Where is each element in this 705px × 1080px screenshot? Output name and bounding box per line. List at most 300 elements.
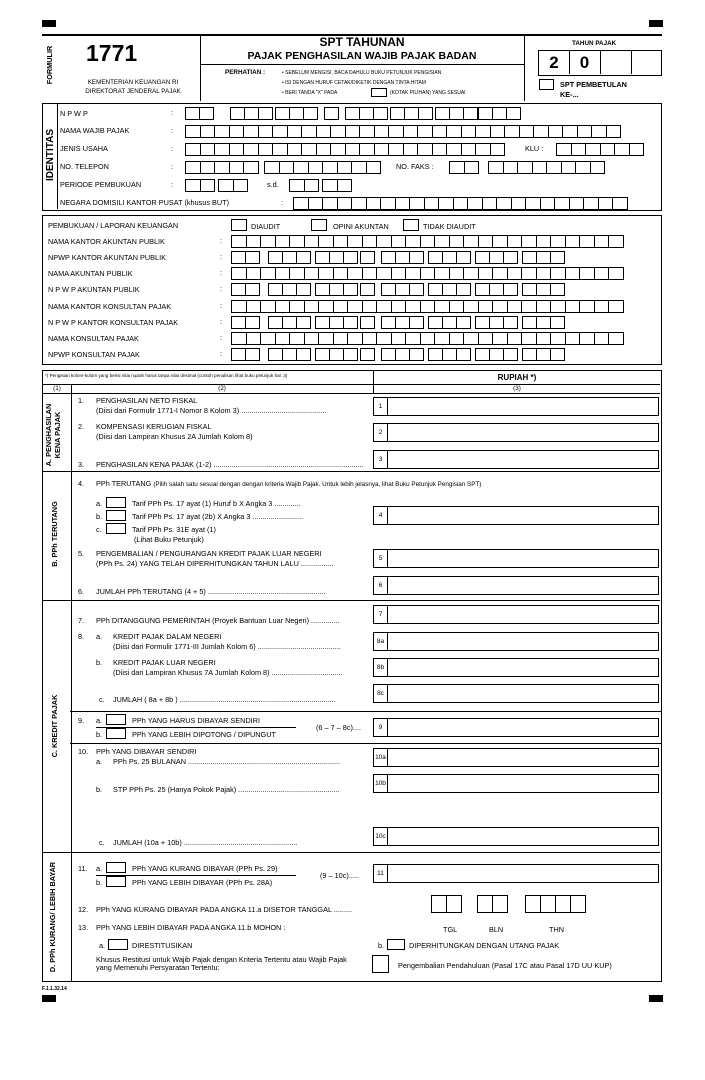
nama-wp-cell[interactable] xyxy=(519,125,535,138)
nama-wp-cell[interactable] xyxy=(374,125,390,138)
name-cell[interactable] xyxy=(231,332,247,345)
npwp-cell[interactable] xyxy=(199,107,214,120)
npwp-cell[interactable] xyxy=(329,348,344,361)
name-cell[interactable] xyxy=(492,235,508,248)
amount-field-10c[interactable] xyxy=(388,827,659,846)
npwp-cell[interactable] xyxy=(456,316,471,329)
npwp-cell[interactable] xyxy=(282,283,297,296)
npwp-cell[interactable] xyxy=(503,251,518,264)
npwp-cell[interactable] xyxy=(268,283,283,296)
npwp-cell[interactable] xyxy=(428,348,443,361)
telepon-number-cell[interactable] xyxy=(279,161,295,174)
nama-wp-cell[interactable] xyxy=(330,125,346,138)
name-cell[interactable] xyxy=(318,332,334,345)
name-cell[interactable] xyxy=(304,300,320,313)
klu-cell[interactable] xyxy=(585,143,601,156)
npwp-cell[interactable] xyxy=(230,107,245,120)
name-cell[interactable] xyxy=(376,332,392,345)
telepon-number-cell[interactable] xyxy=(366,161,382,174)
item-9b-checkbox[interactable] xyxy=(106,728,126,739)
tarif-b-checkbox[interactable] xyxy=(106,510,126,521)
amount-field-5[interactable] xyxy=(388,549,659,568)
telepon-area-cell[interactable] xyxy=(243,161,259,174)
name-cell[interactable] xyxy=(536,235,552,248)
periode-end-cell[interactable] xyxy=(289,179,305,192)
name-cell[interactable] xyxy=(449,332,465,345)
negara-cell[interactable] xyxy=(293,197,309,210)
klu-cell[interactable] xyxy=(571,143,587,156)
npwp-cell[interactable] xyxy=(550,348,565,361)
name-cell[interactable] xyxy=(391,300,407,313)
npwp-cell[interactable] xyxy=(315,348,330,361)
jenis-usaha-cell[interactable] xyxy=(185,143,201,156)
jenis-usaha-cell[interactable] xyxy=(243,143,259,156)
name-cell[interactable] xyxy=(550,267,566,280)
name-cell[interactable] xyxy=(565,332,581,345)
tgl-cell[interactable] xyxy=(431,895,447,913)
name-cell[interactable] xyxy=(289,332,305,345)
name-cell[interactable] xyxy=(434,332,450,345)
jenis-usaha-cell[interactable] xyxy=(258,143,274,156)
npwp-cell[interactable] xyxy=(329,251,344,264)
thn-cell[interactable] xyxy=(555,895,571,913)
negara-cell[interactable] xyxy=(395,197,411,210)
nama-wp-cell[interactable] xyxy=(200,125,216,138)
faks-number-cell[interactable] xyxy=(532,161,548,174)
nama-wp-cell[interactable] xyxy=(475,125,491,138)
name-cell[interactable] xyxy=(231,267,247,280)
telepon-number-cell[interactable] xyxy=(308,161,324,174)
npwp-cell[interactable] xyxy=(268,251,283,264)
negara-cell[interactable] xyxy=(322,197,338,210)
name-cell[interactable] xyxy=(536,267,552,280)
npwp-cell[interactable] xyxy=(373,107,388,120)
nama-wp-cell[interactable] xyxy=(214,125,230,138)
npwp-cell[interactable] xyxy=(343,316,358,329)
negara-cell[interactable] xyxy=(482,197,498,210)
name-cell[interactable] xyxy=(275,332,291,345)
npwp-cell[interactable] xyxy=(536,283,551,296)
item-9a-checkbox[interactable] xyxy=(106,714,126,725)
npwp-cell[interactable] xyxy=(503,283,518,296)
npwp-cell[interactable] xyxy=(395,283,410,296)
npwp-cell[interactable] xyxy=(449,107,464,120)
name-cell[interactable] xyxy=(550,235,566,248)
name-cell[interactable] xyxy=(594,332,610,345)
nama-wp-cell[interactable] xyxy=(504,125,520,138)
nama-wp-cell[interactable] xyxy=(591,125,607,138)
telepon-number-cell[interactable] xyxy=(264,161,280,174)
name-cell[interactable] xyxy=(391,332,407,345)
npwp-cell[interactable] xyxy=(231,251,246,264)
faks-number-cell[interactable] xyxy=(503,161,519,174)
npwp-cell[interactable] xyxy=(275,107,290,120)
name-cell[interactable] xyxy=(347,332,363,345)
nama-wp-cell[interactable] xyxy=(461,125,477,138)
npwp-cell[interactable] xyxy=(442,251,457,264)
faks-number-cell[interactable] xyxy=(546,161,562,174)
jenis-usaha-cell[interactable] xyxy=(446,143,462,156)
negara-cell[interactable] xyxy=(337,197,353,210)
name-cell[interactable] xyxy=(333,300,349,313)
npwp-cell[interactable] xyxy=(522,348,537,361)
npwp-cell[interactable] xyxy=(381,251,396,264)
npwp-cell[interactable] xyxy=(456,251,471,264)
nama-wp-cell[interactable] xyxy=(490,125,506,138)
name-cell[interactable] xyxy=(260,267,276,280)
npwp-cell[interactable] xyxy=(296,251,311,264)
name-cell[interactable] xyxy=(594,235,610,248)
npwp-cell[interactable] xyxy=(343,283,358,296)
npwp-cell[interactable] xyxy=(381,283,396,296)
npwp-cell[interactable] xyxy=(395,251,410,264)
amount-field-8a[interactable] xyxy=(388,632,659,651)
npwp-cell[interactable] xyxy=(315,251,330,264)
name-cell[interactable] xyxy=(608,267,624,280)
name-cell[interactable] xyxy=(333,267,349,280)
npwp-cell[interactable] xyxy=(550,283,565,296)
npwp-cell[interactable] xyxy=(185,107,200,120)
npwp-cell[interactable] xyxy=(315,283,330,296)
npwp-cell[interactable] xyxy=(442,316,457,329)
jenis-usaha-cell[interactable] xyxy=(345,143,361,156)
periode-start-cell[interactable] xyxy=(218,179,234,192)
name-cell[interactable] xyxy=(608,235,624,248)
faks-number-cell[interactable] xyxy=(590,161,606,174)
nama-wp-cell[interactable] xyxy=(562,125,578,138)
npwp-cell[interactable] xyxy=(343,251,358,264)
negara-cell[interactable] xyxy=(598,197,614,210)
negara-cell[interactable] xyxy=(380,197,396,210)
tidak-diaudit-checkbox[interactable] xyxy=(403,219,419,231)
name-cell[interactable] xyxy=(289,267,305,280)
nama-wp-cell[interactable] xyxy=(301,125,317,138)
klu-cell[interactable] xyxy=(556,143,572,156)
name-cell[interactable] xyxy=(507,267,523,280)
npwp-cell[interactable] xyxy=(409,251,424,264)
name-cell[interactable] xyxy=(231,235,247,248)
npwp-cell[interactable] xyxy=(475,316,490,329)
amount-field-11[interactable] xyxy=(388,864,659,883)
npwp-cell[interactable] xyxy=(395,348,410,361)
name-cell[interactable] xyxy=(275,300,291,313)
npwp-cell[interactable] xyxy=(282,316,297,329)
npwp-cell[interactable] xyxy=(329,316,344,329)
negara-cell[interactable] xyxy=(583,197,599,210)
npwp-cell[interactable] xyxy=(522,283,537,296)
npwp-cell[interactable] xyxy=(442,283,457,296)
telepon-area-cell[interactable] xyxy=(200,161,216,174)
name-cell[interactable] xyxy=(260,332,276,345)
telepon-area-cell[interactable] xyxy=(229,161,245,174)
thn-cell[interactable] xyxy=(570,895,586,913)
npwp-cell[interactable] xyxy=(503,316,518,329)
name-cell[interactable] xyxy=(579,235,595,248)
jenis-usaha-cell[interactable] xyxy=(461,143,477,156)
name-cell[interactable] xyxy=(333,332,349,345)
name-cell[interactable] xyxy=(579,332,595,345)
negara-cell[interactable] xyxy=(612,197,628,210)
npwp-cell[interactable] xyxy=(428,283,443,296)
name-cell[interactable] xyxy=(347,235,363,248)
name-cell[interactable] xyxy=(579,300,595,313)
jenis-usaha-cell[interactable] xyxy=(272,143,288,156)
name-cell[interactable] xyxy=(405,235,421,248)
npwp-cell[interactable] xyxy=(381,316,396,329)
npwp-cell[interactable] xyxy=(324,107,339,120)
name-cell[interactable] xyxy=(478,300,494,313)
negara-cell[interactable] xyxy=(525,197,541,210)
npwp-cell[interactable] xyxy=(550,316,565,329)
npwp-cell[interactable] xyxy=(245,283,260,296)
thn-cell[interactable] xyxy=(540,895,556,913)
faks-number-cell[interactable] xyxy=(517,161,533,174)
negara-cell[interactable] xyxy=(308,197,324,210)
npwp-cell[interactable] xyxy=(390,107,405,120)
amount-field-8b[interactable] xyxy=(388,658,659,677)
npwp-cell[interactable] xyxy=(245,348,260,361)
jenis-usaha-cell[interactable] xyxy=(359,143,375,156)
name-cell[interactable] xyxy=(376,267,392,280)
name-cell[interactable] xyxy=(521,235,537,248)
name-cell[interactable] xyxy=(536,332,552,345)
nama-wp-cell[interactable] xyxy=(417,125,433,138)
npwp-cell[interactable] xyxy=(296,316,311,329)
npwp-cell[interactable] xyxy=(329,283,344,296)
npwp-cell[interactable] xyxy=(258,107,273,120)
npwp-cell[interactable] xyxy=(409,348,424,361)
npwp-cell[interactable] xyxy=(435,107,450,120)
amount-field-10a[interactable] xyxy=(388,748,659,767)
name-cell[interactable] xyxy=(478,235,494,248)
npwp-cell[interactable] xyxy=(404,107,419,120)
npwp-cell[interactable] xyxy=(489,348,504,361)
npwp-cell[interactable] xyxy=(245,251,260,264)
faks-number-cell[interactable] xyxy=(488,161,504,174)
name-cell[interactable] xyxy=(434,235,450,248)
negara-cell[interactable] xyxy=(554,197,570,210)
npwp-cell[interactable] xyxy=(428,316,443,329)
periode-end-cell[interactable] xyxy=(337,179,353,192)
name-cell[interactable] xyxy=(420,332,436,345)
name-cell[interactable] xyxy=(434,267,450,280)
npwp-cell[interactable] xyxy=(231,348,246,361)
name-cell[interactable] xyxy=(478,332,494,345)
name-cell[interactable] xyxy=(304,332,320,345)
npwp-cell[interactable] xyxy=(360,283,375,296)
npwp-cell[interactable] xyxy=(360,316,375,329)
npwp-cell[interactable] xyxy=(282,251,297,264)
negara-cell[interactable] xyxy=(540,197,556,210)
tgl-cell[interactable] xyxy=(446,895,462,913)
npwp-cell[interactable] xyxy=(506,107,521,120)
npwp-cell[interactable] xyxy=(315,316,330,329)
npwp-cell[interactable] xyxy=(395,316,410,329)
negara-cell[interactable] xyxy=(453,197,469,210)
nama-wp-cell[interactable] xyxy=(403,125,419,138)
npwp-cell[interactable] xyxy=(282,348,297,361)
npwp-cell[interactable] xyxy=(244,107,259,120)
name-cell[interactable] xyxy=(507,300,523,313)
name-cell[interactable] xyxy=(463,267,479,280)
jenis-usaha-cell[interactable] xyxy=(388,143,404,156)
name-cell[interactable] xyxy=(362,267,378,280)
amount-field-7[interactable] xyxy=(388,605,659,624)
npwp-cell[interactable] xyxy=(503,348,518,361)
nama-wp-cell[interactable] xyxy=(345,125,361,138)
name-cell[interactable] xyxy=(521,332,537,345)
name-cell[interactable] xyxy=(434,300,450,313)
jenis-usaha-cell[interactable] xyxy=(490,143,506,156)
npwp-cell[interactable] xyxy=(268,348,283,361)
negara-cell[interactable] xyxy=(569,197,585,210)
jenis-usaha-cell[interactable] xyxy=(287,143,303,156)
jenis-usaha-cell[interactable] xyxy=(475,143,491,156)
diperhitungkan-checkbox[interactable] xyxy=(387,939,405,950)
npwp-cell[interactable] xyxy=(296,283,311,296)
name-cell[interactable] xyxy=(579,267,595,280)
telepon-number-cell[interactable] xyxy=(337,161,353,174)
nama-wp-cell[interactable] xyxy=(287,125,303,138)
name-cell[interactable] xyxy=(463,332,479,345)
telepon-number-cell[interactable] xyxy=(351,161,367,174)
negara-cell[interactable] xyxy=(351,197,367,210)
periode-start-cell[interactable] xyxy=(233,179,249,192)
name-cell[interactable] xyxy=(449,267,465,280)
name-cell[interactable] xyxy=(289,300,305,313)
npwp-cell[interactable] xyxy=(475,251,490,264)
jenis-usaha-cell[interactable] xyxy=(417,143,433,156)
klu-cell[interactable] xyxy=(629,143,645,156)
npwp-cell[interactable] xyxy=(456,348,471,361)
name-cell[interactable] xyxy=(507,235,523,248)
name-cell[interactable] xyxy=(246,267,262,280)
negara-cell[interactable] xyxy=(409,197,425,210)
npwp-cell[interactable] xyxy=(475,348,490,361)
nama-wp-cell[interactable] xyxy=(359,125,375,138)
name-cell[interactable] xyxy=(565,235,581,248)
negara-cell[interactable] xyxy=(467,197,483,210)
klu-cell[interactable] xyxy=(614,143,630,156)
nama-wp-cell[interactable] xyxy=(577,125,593,138)
name-cell[interactable] xyxy=(420,235,436,248)
amount-field-1[interactable] xyxy=(388,397,659,416)
faks-number-cell[interactable] xyxy=(575,161,591,174)
npwp-cell[interactable] xyxy=(492,107,507,120)
bln-cell[interactable] xyxy=(492,895,508,913)
npwp-cell[interactable] xyxy=(550,251,565,264)
name-cell[interactable] xyxy=(231,300,247,313)
item-11a-checkbox[interactable] xyxy=(106,862,126,873)
name-cell[interactable] xyxy=(260,300,276,313)
name-cell[interactable] xyxy=(376,235,392,248)
name-cell[interactable] xyxy=(405,267,421,280)
npwp-cell[interactable] xyxy=(231,283,246,296)
telepon-area-cell[interactable] xyxy=(185,161,201,174)
npwp-cell[interactable] xyxy=(475,283,490,296)
name-cell[interactable] xyxy=(275,267,291,280)
amount-field-4[interactable] xyxy=(388,506,659,525)
npwp-cell[interactable] xyxy=(303,107,318,120)
name-cell[interactable] xyxy=(318,267,334,280)
name-cell[interactable] xyxy=(347,300,363,313)
jenis-usaha-cell[interactable] xyxy=(200,143,216,156)
name-cell[interactable] xyxy=(565,267,581,280)
npwp-cell[interactable] xyxy=(296,348,311,361)
negara-cell[interactable] xyxy=(424,197,440,210)
name-cell[interactable] xyxy=(608,300,624,313)
npwp-cell[interactable] xyxy=(489,316,504,329)
pengembalian-checkbox[interactable] xyxy=(372,955,389,973)
periode-start-cell[interactable] xyxy=(200,179,216,192)
amount-field-2[interactable] xyxy=(388,423,659,442)
name-cell[interactable] xyxy=(608,332,624,345)
periode-end-cell[interactable] xyxy=(304,179,320,192)
name-cell[interactable] xyxy=(492,332,508,345)
name-cell[interactable] xyxy=(260,235,276,248)
name-cell[interactable] xyxy=(246,300,262,313)
npwp-cell[interactable] xyxy=(345,107,360,120)
klu-cell[interactable] xyxy=(600,143,616,156)
name-cell[interactable] xyxy=(405,300,421,313)
nama-wp-cell[interactable] xyxy=(432,125,448,138)
npwp-cell[interactable] xyxy=(428,251,443,264)
npwp-cell[interactable] xyxy=(359,107,374,120)
npwp-cell[interactable] xyxy=(343,348,358,361)
npwp-cell[interactable] xyxy=(360,348,375,361)
name-cell[interactable] xyxy=(420,267,436,280)
amount-field-8c[interactable] xyxy=(388,684,659,703)
name-cell[interactable] xyxy=(362,235,378,248)
name-cell[interactable] xyxy=(362,300,378,313)
jenis-usaha-cell[interactable] xyxy=(301,143,317,156)
telepon-number-cell[interactable] xyxy=(293,161,309,174)
name-cell[interactable] xyxy=(492,267,508,280)
npwp-cell[interactable] xyxy=(536,316,551,329)
name-cell[interactable] xyxy=(550,332,566,345)
nama-wp-cell[interactable] xyxy=(272,125,288,138)
periode-start-cell[interactable] xyxy=(185,179,201,192)
name-cell[interactable] xyxy=(565,300,581,313)
npwp-cell[interactable] xyxy=(268,316,283,329)
name-cell[interactable] xyxy=(449,300,465,313)
npwp-cell[interactable] xyxy=(245,316,260,329)
name-cell[interactable] xyxy=(594,267,610,280)
npwp-cell[interactable] xyxy=(289,107,304,120)
periode-end-cell[interactable] xyxy=(322,179,338,192)
thn-cell[interactable] xyxy=(525,895,541,913)
npwp-cell[interactable] xyxy=(442,348,457,361)
name-cell[interactable] xyxy=(246,332,262,345)
name-cell[interactable] xyxy=(463,235,479,248)
negara-cell[interactable] xyxy=(496,197,512,210)
item-11b-checkbox[interactable] xyxy=(106,876,126,887)
npwp-cell[interactable] xyxy=(489,251,504,264)
name-cell[interactable] xyxy=(405,332,421,345)
bln-cell[interactable] xyxy=(477,895,493,913)
amount-field-3[interactable] xyxy=(388,450,659,469)
name-cell[interactable] xyxy=(478,267,494,280)
nama-wp-cell[interactable] xyxy=(229,125,245,138)
nama-wp-cell[interactable] xyxy=(185,125,201,138)
jenis-usaha-cell[interactable] xyxy=(432,143,448,156)
name-cell[interactable] xyxy=(507,332,523,345)
jenis-usaha-cell[interactable] xyxy=(229,143,245,156)
nama-wp-cell[interactable] xyxy=(388,125,404,138)
faks-area-cell[interactable] xyxy=(464,161,480,174)
tarif-a-checkbox[interactable] xyxy=(106,497,126,508)
name-cell[interactable] xyxy=(318,300,334,313)
